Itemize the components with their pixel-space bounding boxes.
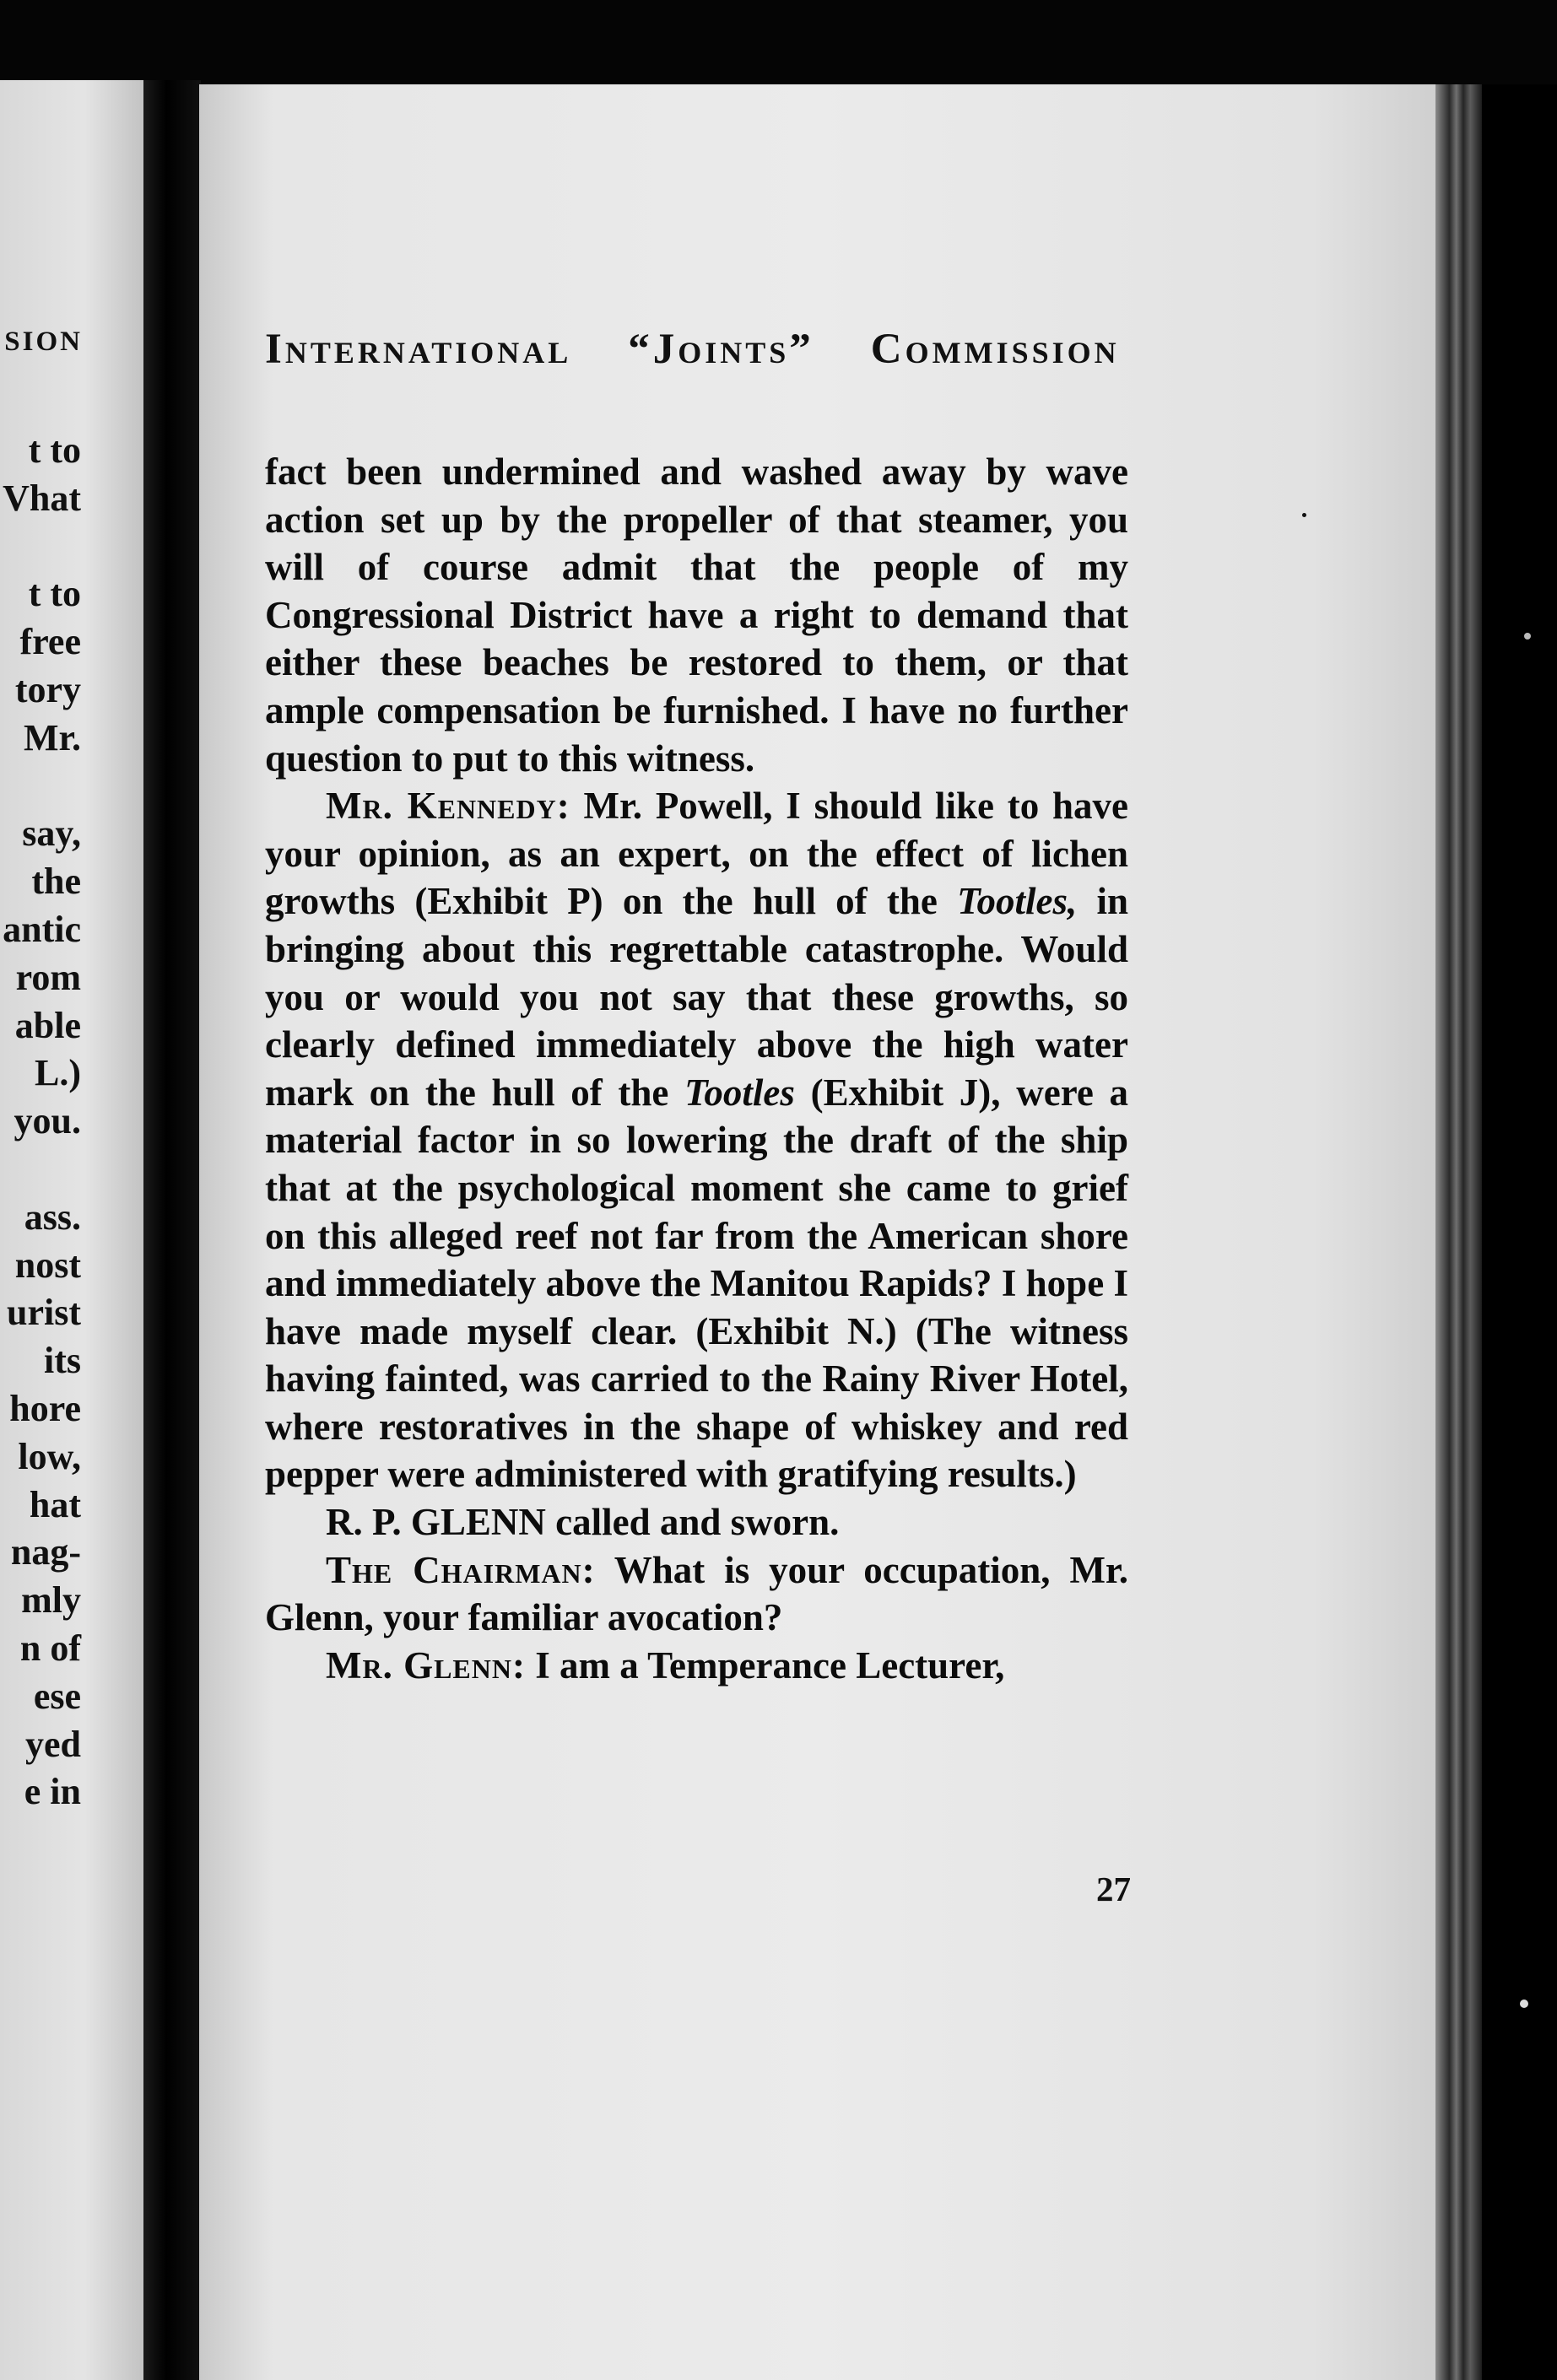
speaker-kennedy: Mr. Kennedy: bbox=[326, 785, 570, 828]
previous-page-line-fragment: n of bbox=[19, 1627, 81, 1669]
kennedy-text-b: in bringing about this regrettable catastrophe. Would you or would you not say that these growths, so clearly defined immediately above the high water mark on the hull of the bbox=[265, 880, 1128, 1114]
previous-page-line-fragment: free bbox=[19, 621, 81, 663]
page-number: 27 bbox=[1096, 1870, 1131, 1908]
speaker-chairman: The Chairman: bbox=[326, 1548, 596, 1591]
previous-page-line-fragment: tory bbox=[14, 669, 81, 710]
previous-page-line-fragment: you. bbox=[14, 1100, 81, 1142]
previous-page-line-fragment: antic bbox=[3, 909, 81, 950]
ship-name-tootles-2: Tootles bbox=[684, 1071, 795, 1114]
previous-page-line-fragment: t to bbox=[28, 429, 81, 471]
paragraph-kennedy-question bbox=[265, 782, 1128, 1498]
body-text bbox=[265, 448, 1128, 1689]
previous-page-line-fragment: its bbox=[44, 1340, 81, 1382]
chairman-text: What is your occupation, Mr. Glenn, your familiar avocation? bbox=[265, 1548, 1129, 1639]
previous-page-line-fragment: say, bbox=[22, 812, 81, 855]
scan-speck bbox=[1524, 633, 1531, 640]
ship-name-tootles-1: Tootles, bbox=[957, 880, 1078, 923]
previous-page-line-fragment: urist bbox=[7, 1292, 81, 1334]
running-head bbox=[265, 325, 1126, 374]
running-head-part-3: Commission bbox=[870, 326, 1120, 373]
scan-top-border bbox=[0, 0, 1557, 84]
previous-page-line-fragment: mly bbox=[21, 1579, 81, 1622]
page-stack-edge bbox=[1435, 84, 1482, 2380]
paragraph-glenn-sworn: R. P. GLENN called and sworn. bbox=[326, 1501, 840, 1544]
scan-right-border bbox=[1482, 84, 1557, 2380]
kennedy-text-c: (Exhibit J), were a material factor in so lowering the draft of the ship that at the psychological moment she came to grief on this alleged reef not far from the American shore and immediately above the Manitou Rapids? I hope I have made myself clear. (Exhibit N.) (The witness having fainted, was carried to the Rainy River Hotel, where restoratives in the shape of whiskey and red pepper were administered with gratifying results.) bbox=[265, 1071, 1128, 1496]
running-head-part-1: International bbox=[265, 326, 572, 373]
previous-page-margin bbox=[0, 80, 154, 2380]
scan-speck bbox=[1302, 513, 1306, 517]
previous-page-line-fragment: ass. bbox=[24, 1195, 81, 1238]
previous-page-line-fragment: Vhat bbox=[3, 477, 81, 519]
previous-page-line-fragment: low, bbox=[18, 1435, 81, 1477]
running-head-spacer-1 bbox=[586, 326, 614, 373]
previous-page-line-fragment: the bbox=[31, 861, 81, 903]
previous-page-line-fragment: L.) bbox=[35, 1052, 81, 1094]
speaker-glenn: Mr. Glenn: bbox=[326, 1643, 526, 1687]
kennedy-text-a: Mr. Powell, I should like to have your opinion, as an expert, on the effect of lichen growths (Exhibit P) on the hull of the bbox=[265, 785, 1128, 923]
previous-page-heading-fragment: SION bbox=[4, 327, 83, 357]
scan-speck bbox=[1520, 2000, 1528, 2008]
book-gutter bbox=[143, 80, 201, 2380]
previous-page-line-fragment: e in bbox=[24, 1771, 81, 1813]
previous-page-line-fragment: able bbox=[14, 1004, 81, 1046]
paragraph-continuation: fact been undermined and washed away by wave action set up by the propeller of that steamer, you will of course admit that the people of my Congressional District have a right to demand that either these beaches be restored to them, or that ample compensation be furnished. I have no further question to put to this witness. bbox=[265, 451, 1128, 780]
glenn-text: I am a Temperance Lecturer, bbox=[525, 1643, 1005, 1687]
running-head-spacer-2 bbox=[829, 326, 857, 373]
previous-page-line-fragment: yed bbox=[25, 1723, 81, 1765]
running-head-part-2: “Joints” bbox=[628, 326, 814, 373]
previous-page-line-fragment: rom bbox=[15, 956, 81, 998]
previous-page-line-fragment: hat bbox=[29, 1483, 81, 1525]
paragraph-glenn-answer bbox=[265, 1642, 1128, 1690]
previous-page-line-fragment: nost bbox=[14, 1244, 81, 1286]
previous-page-line-fragment: hore bbox=[9, 1388, 81, 1429]
previous-page-line-fragment: t to bbox=[28, 573, 81, 615]
paragraph-chairman-question bbox=[265, 1546, 1128, 1642]
previous-page-line-fragment: nag- bbox=[10, 1531, 81, 1573]
previous-page-line-fragment: Mr. bbox=[23, 716, 81, 758]
previous-page-line-fragment: ese bbox=[33, 1675, 81, 1717]
